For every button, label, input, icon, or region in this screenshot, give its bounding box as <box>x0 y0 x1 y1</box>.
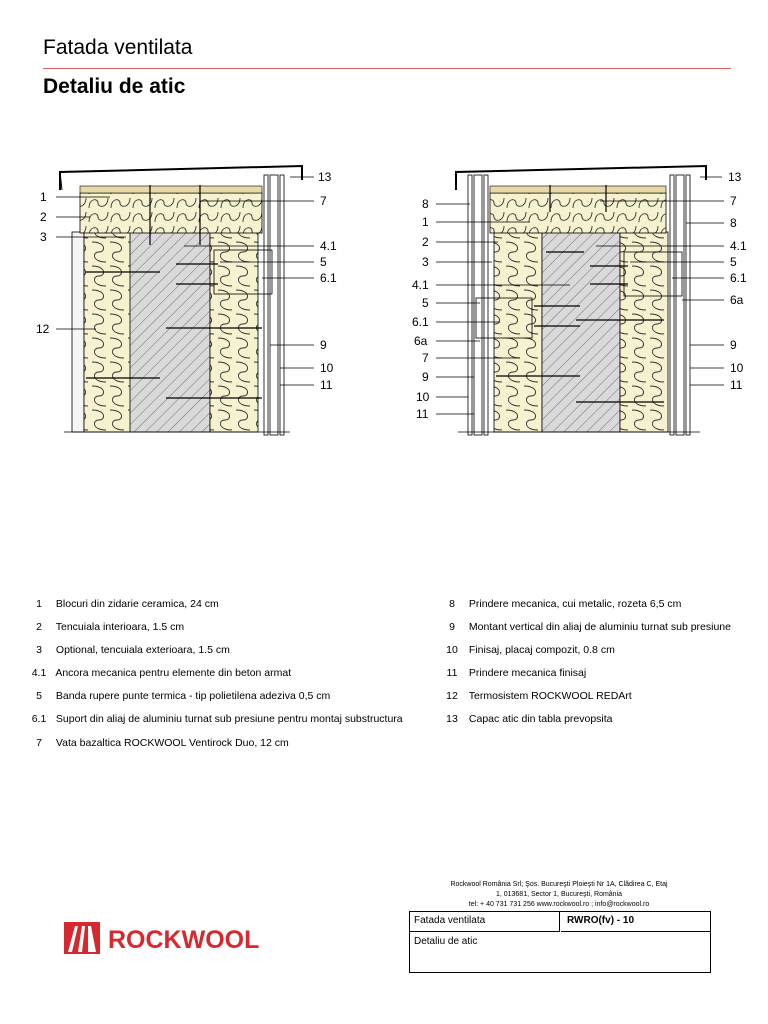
left-callout-1: 1 <box>40 190 47 204</box>
title-block-name: Fatada ventilata <box>410 912 560 932</box>
left-callout-5: 5 <box>320 255 327 269</box>
left-callout-6-1: 6.1 <box>320 271 337 285</box>
right-callout-10b: 10 <box>730 361 744 375</box>
right-callout-10: 10 <box>416 390 430 404</box>
legend-right <box>438 598 758 738</box>
left-callout-4-1: 4.1 <box>320 239 337 253</box>
right-detail-drawing <box>456 166 706 435</box>
left-callout-7: 7 <box>320 194 327 208</box>
right-callout-11b: 11 <box>730 378 743 392</box>
legend-item: 1 Blocuri din zidarie ceramica, 24 cm <box>36 598 219 610</box>
right-callout-11: 11 <box>416 407 429 421</box>
title-block-code: RWRO(fv) - 10 <box>561 912 710 932</box>
legend-item: 5 Banda rupere punte termica - tip polietilena adeziva 0,5 cm <box>36 690 331 702</box>
left-callout-11: 11 <box>320 378 333 392</box>
legend-item: 9 Montant vertical din aliaj de aluminiu turnat sub presiune <box>449 621 731 633</box>
legend-left <box>25 598 435 758</box>
left-callout-3: 3 <box>40 230 47 244</box>
title-block-detail: Detaliu de atic <box>414 936 478 947</box>
right-callout-2: 2 <box>422 235 429 249</box>
right-callout-7: 7 <box>422 351 429 365</box>
right-callout-9b: 9 <box>730 338 737 352</box>
right-callout-7b: 7 <box>730 194 737 208</box>
legend-item: 7 Vata bazaltica ROCKWOOL Ventirock Duo, 12 cm <box>36 737 289 749</box>
legend-item: 12 Termosistem ROCKWOOL REDArt <box>446 690 632 702</box>
company-address <box>408 880 710 910</box>
left-callout-2: 2 <box>40 210 47 224</box>
right-callout-1: 1 <box>422 215 429 229</box>
address-line: 1, 013681, Sector 1, Bucureşti, România <box>495 891 623 898</box>
title-divider <box>43 68 731 69</box>
contact-line: tel: + 40 731 731 256 www.rockwool.ro ; info@rockwool.ro <box>468 901 650 908</box>
right-callout-6-1: 6.1 <box>412 315 429 329</box>
rockwool-logo <box>64 918 274 958</box>
right-callout-8: 8 <box>422 197 429 211</box>
left-detail-drawing <box>60 166 302 435</box>
legend-item: 3 Optional, tencuiala exterioara, 1.5 cm <box>36 644 230 656</box>
legend-item: 8 Prindere mecanica, cui metalic, rozeta 6,5 cm <box>449 598 682 610</box>
left-callout-9: 9 <box>320 338 327 352</box>
right-callout-5b: 5 <box>730 255 737 269</box>
right-callout-4-1: 4.1 <box>412 278 429 292</box>
page-subtitle: Detaliu de atic <box>43 75 186 98</box>
right-callout-13: 13 <box>728 170 742 184</box>
title-block <box>409 911 711 973</box>
right-callout-5: 5 <box>422 296 429 310</box>
legend-item: 6.1 Suport din aliaj de aluminiu turnat sub presiune pentru montaj substructura <box>31 713 403 725</box>
page-title: Fatada ventilata <box>43 36 193 59</box>
right-callout-6a: 6a <box>414 334 428 348</box>
right-callout-8b: 8 <box>730 216 737 230</box>
legend-item: 10 Finisaj, placaj compozit, 0.8 cm <box>446 644 615 656</box>
right-callout-6ab: 6a <box>730 293 744 307</box>
right-callout-6-1b: 6.1 <box>730 271 747 285</box>
left-callout-13: 13 <box>318 170 332 184</box>
left-callout-12: 12 <box>36 322 50 336</box>
right-callout-3: 3 <box>422 255 429 269</box>
logo-text: ROCKWOOL <box>108 926 260 954</box>
address-line: Rockwool România Srl; Şos. Bucureşti Ploieşti Nr 1A, Clădirea C, Etaj <box>450 881 668 888</box>
right-callout-9: 9 <box>422 370 429 384</box>
attic-detail-drawings <box>0 160 768 450</box>
legend-item: 13 Capac atic din tabla prevopsita <box>446 713 613 725</box>
legend-item: 2 Tencuiala interioara, 1.5 cm <box>36 621 185 633</box>
legend-item: 4.1 Ancora mecanica pentru elemente din beton armat <box>31 667 292 679</box>
right-callout-4-1b: 4.1 <box>730 239 747 253</box>
left-callout-10: 10 <box>320 361 334 375</box>
legend-item: 11 Prindere mecanica finisaj <box>446 667 587 679</box>
